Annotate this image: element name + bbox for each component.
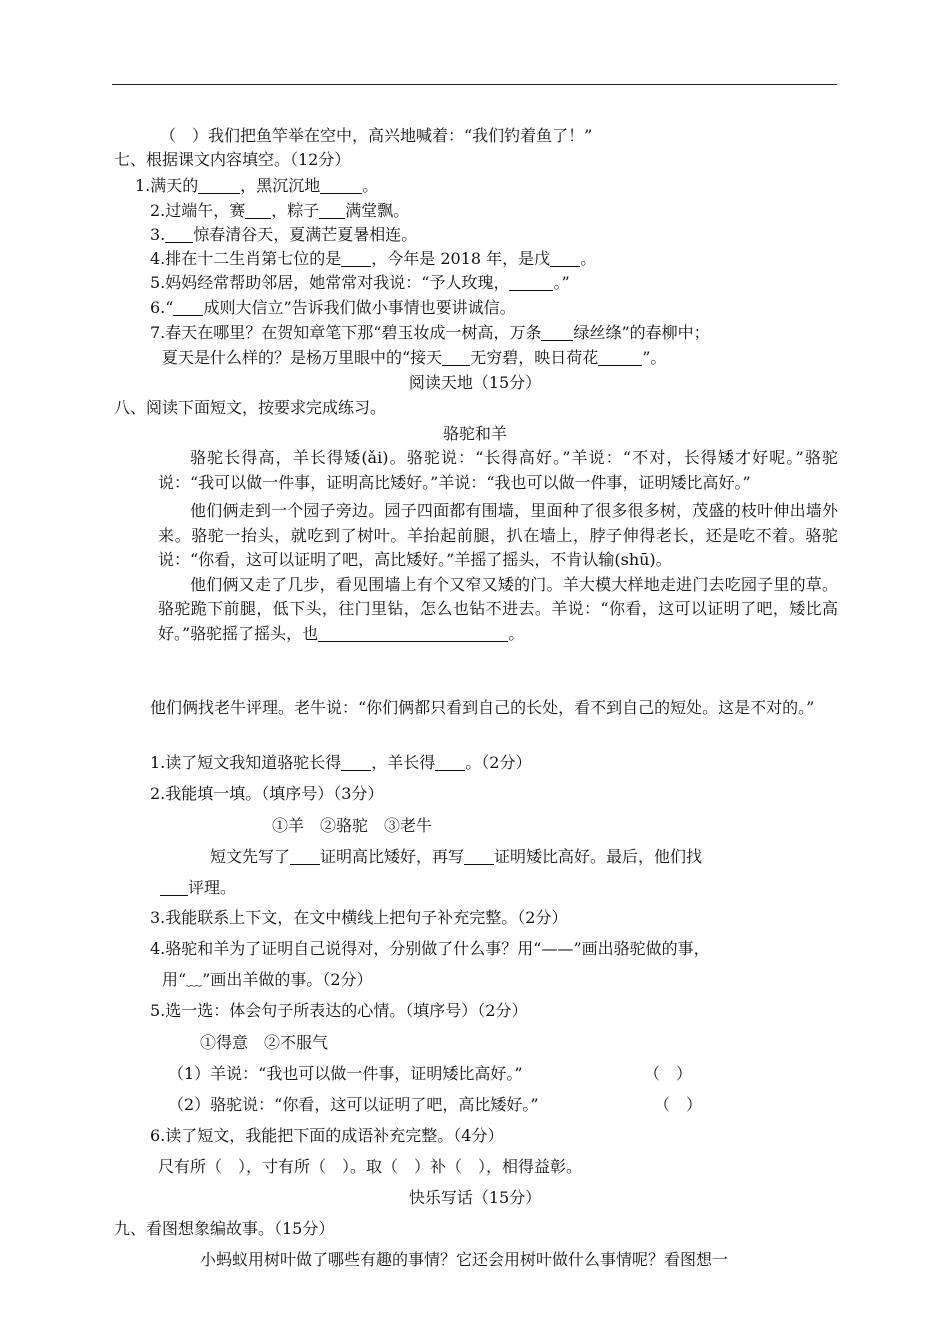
reading-question-2-line: 短文先写了 证明高比矮好，再写 证明矮比高好。最后，他们找 — [210, 847, 703, 866]
reading-question-2-line-2: 评理。 — [160, 877, 236, 899]
reading-question-4: 4.骆驼和羊为了证明自己说得对，分别做了什么事？用“——”画出骆驼做的事， — [150, 939, 710, 958]
fill-question-7: 7.春天在哪里？在贺知章笔下那“碧玉妆成一树高，万条 绿丝绦”的春柳中； — [150, 323, 710, 342]
answer-blank[interactable] — [598, 349, 642, 366]
question-line: （ ）我们把鱼竿举在空中，高兴地喊着：“我们钓着鱼了！” — [160, 126, 593, 145]
answer-blank[interactable] — [464, 848, 494, 865]
answer-paren[interactable]: （ ） — [654, 1095, 703, 1114]
reading-question-4-cont: 用“﹏”画出羊做的事。（2分） — [162, 970, 373, 989]
reading-question-5-options: ①得意 ②不服气 — [200, 1033, 329, 1052]
answer-blank[interactable] — [509, 274, 553, 291]
reading-question-6-line[interactable]: 尺有所（ ），寸有所（ ）。取（ ）补（ ），相得益彰。 — [158, 1157, 583, 1176]
section-9-heading: 九、看图想象编故事。（15分） — [114, 1219, 335, 1238]
reading-question-1: 1.读了短文我知道骆驼长得 ，羊长得 。（2分） — [150, 753, 532, 772]
fill-question-2: 2.过端午，赛 ，粽子 满堂飘。 — [150, 201, 410, 220]
reading-question-6: 6.读了短文，我能把下面的成语补充完整。（4分） — [150, 1126, 504, 1145]
story-paragraph-3: 他们俩又走了几步，看见围墙上有个又窄又矮的门。羊大模大样地走进门去吃园子里的草。骆驼跪下前腿，低下头，往门里钻，怎么也钻不进去。羊说：“你看，这可以证明了吧，矮比高好。”骆驼摇了摇头，也 。 — [158, 574, 838, 643]
answer-blank[interactable] — [320, 177, 362, 194]
section-8-heading: 八、阅读下面短文，按要求完成练习。 — [114, 398, 387, 417]
story-paragraph-1: 骆驼长得高，羊长得矮(ǎi)。骆驼说：“长得高好。”羊说：“不对，长得矮才好呢。”骆驼说：“我可以做一件事，证明高比矮好。”羊说：“我也可以做一件事，证明矮比高好。” — [158, 448, 838, 492]
writing-section-title: 快乐写话（15分） — [408, 1188, 542, 1207]
fill-question-4: 4.排在十二生肖第七位的是 ，今年是 2018 年，是戊 。 — [150, 249, 597, 268]
reading-question-3: 3.我能联系上下文，在文中横线上把句子补充完整。（2分） — [150, 908, 568, 927]
answer-blank[interactable] — [435, 754, 465, 771]
fill-question-5: 5.妈妈经常帮助邻居，她常常对我说：“予人玫瑰， 。” — [150, 273, 570, 292]
fill-question-3: 3. 惊春清谷天，夏满芒夏暑相连。 — [150, 225, 418, 244]
answer-blank[interactable] — [541, 324, 573, 341]
answer-blank[interactable] — [550, 250, 580, 267]
reading-question-2-options: ①羊 ②骆驼 ③老牛 — [272, 816, 433, 835]
reading-question-5-2: （2）骆驼说：“你看，这可以证明了吧，高比矮好。” — [168, 1095, 539, 1114]
fill-question-6: 6.“ 成则大信立”告诉我们做小事情也要讲诚信。 — [150, 298, 516, 317]
fill-question-7-cont: 夏天是什么样的？是杨万里眼中的“接天 无穷碧，映日荷花 ”。 — [162, 348, 667, 367]
answer-blank[interactable] — [165, 226, 193, 243]
answer-blank[interactable] — [160, 879, 188, 896]
reading-section-title: 阅读天地（15分） — [408, 373, 542, 392]
answer-blank[interactable] — [341, 754, 371, 771]
answer-blank[interactable] — [198, 177, 240, 194]
story-paragraph-2: 他们俩走到一个园子旁边。园子四面都有围墙，里面种了很多很多树，茂盛的枝叶伸出墙外来。骆驼一抬头，就吃到了树叶。羊抬起前腿，扒在墙上，脖子伸得老长，还是吃不着。骆驼说：“你看，这可以证明了吧，高比矮好。”羊摇了摇头，不肯认输(shū)。 — [158, 501, 838, 569]
answer-blank[interactable] — [173, 299, 203, 316]
answer-paren[interactable]: （ ） — [644, 1064, 693, 1083]
story-paragraph-4: 他们俩找老牛评理。老牛说：“你们俩都只看到自己的长处，看不到自己的短处。这是不对的。” — [150, 698, 815, 717]
story-body — [158, 446, 838, 646]
reading-question-2: 2.我能填一填。（填序号）（3分） — [150, 784, 384, 803]
answer-blank[interactable] — [319, 202, 345, 219]
answer-blank[interactable] — [341, 250, 371, 267]
answer-blank[interactable] — [442, 349, 470, 366]
answer-blank[interactable] — [245, 202, 271, 219]
reading-question-5-1: （1）羊说：“我也可以做一件事，证明矮比高好。” — [168, 1064, 523, 1083]
story-answer-blank[interactable] — [318, 625, 508, 642]
header-rule — [112, 84, 837, 85]
fill-question-1: 1.满天的 ，黑沉沉地 。 — [135, 176, 379, 195]
story-title: 骆驼和羊 — [442, 424, 507, 443]
writing-prompt: 小蚂蚁用树叶做了哪些有趣的事情？它还会用树叶做什么事情呢？看图想一 — [200, 1250, 729, 1269]
reading-question-5: 5.选一选：体会句子所表达的心情。（填序号）（2分） — [150, 1001, 528, 1020]
section-7-heading: 七、根据课文内容填空。（12分） — [114, 150, 351, 169]
answer-blank[interactable] — [290, 848, 320, 865]
